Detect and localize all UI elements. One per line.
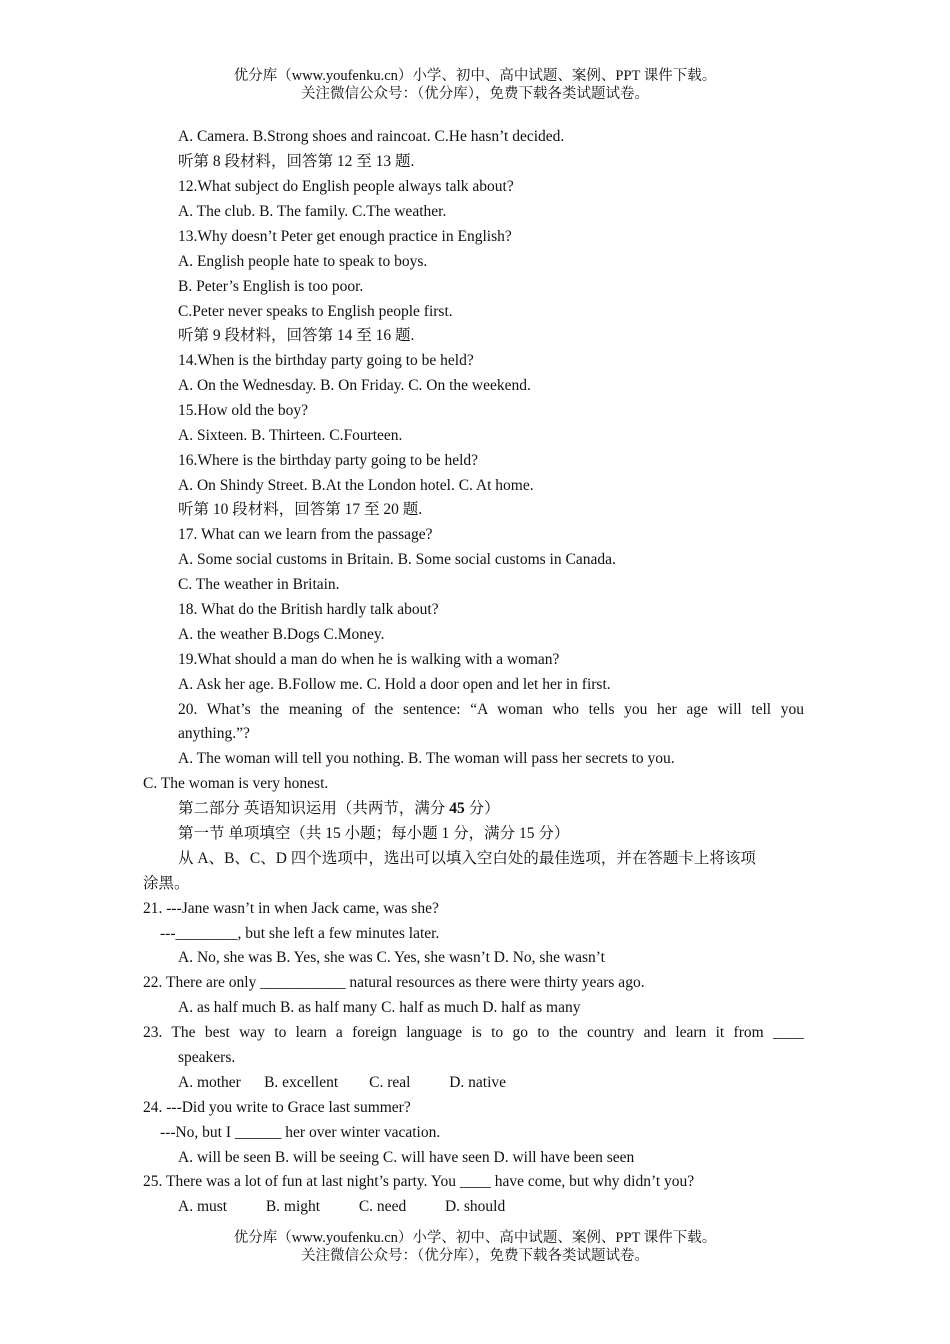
q17-options-ab: A. Some social customs in Britain. B. Some social customs in Canada. [178, 551, 616, 568]
q21-question: 21. ---Jane wasn’t in when Jack came, was she? [143, 900, 439, 917]
q22-question: 22. There are only ___________ natural resources as there were thirty years ago. [143, 974, 645, 991]
q20-question-cont: anything.”? [178, 725, 250, 742]
part2-heading-end: 分） [464, 800, 500, 817]
q24-question: 24. ---Did you write to Grace last summer? [143, 1099, 411, 1116]
q21-response: ---________, but she left a few minutes later. [160, 925, 440, 942]
section1-heading: 第一节 单项填空（共 15 小题；每小题 1 分，满分 15 分） [178, 825, 570, 842]
q13-option-b: B. Peter’s English is too poor. [178, 278, 364, 295]
q13-question: 13.Why doesn’t Peter get enough practice in English? [178, 228, 512, 245]
part2-score: 45 [449, 800, 465, 817]
q20-question: 20. What’s the meaning of the sentence: “A woman who tells you her age will tell you [178, 701, 804, 718]
q16-options: A. On Shindy Street. B.At the London hotel. C. At home. [178, 477, 534, 494]
footer-line-2: 关注微信公众号：（优分库），免费下载各类试题试卷。 [301, 1248, 649, 1264]
section8-instruction: 听第 8 段材料，回答第 12 至 13 题. [178, 153, 415, 170]
q17-question: 17. What can we learn from the passage? [178, 526, 433, 543]
footer-line-1: 优分库（www.youfenku.cn）小学、初中、高中试题、案例、PPT 课件下载。 [233, 1230, 717, 1246]
q15-options: A. Sixteen. B. Thirteen. C.Fourteen. [178, 427, 403, 444]
q15-question: 15.How old the boy? [178, 402, 309, 419]
q14-options: A. On the Wednesday. B. On Friday. C. On the weekend. [178, 377, 531, 394]
q17-option-c: C. The weather in Britain. [178, 576, 340, 593]
q18-options: A. the weather B.Dogs C.Money. [178, 626, 385, 643]
q11-options: A. Camera. B.Strong shoes and raincoat. C.He hasn’t decided. [178, 128, 565, 145]
q25-options: A. must B. might C. need D. should [178, 1198, 506, 1215]
q13-option-a: A. English people hate to speak to boys. [178, 253, 428, 270]
q21-options: A. No, she was B. Yes, she was C. Yes, she wasn’t D. No, she wasn’t [178, 949, 605, 966]
q23-question-cont: speakers. [178, 1049, 236, 1066]
q12-options: A. The club. B. The family. C.The weather. [178, 203, 447, 220]
q20-option-c: C. The woman is very honest. [143, 775, 329, 792]
section9-instruction: 听第 9 段材料，回答第 14 至 16 题. [178, 327, 415, 344]
page-header [0, 67, 950, 103]
q22-options: A. as half much B. as half many C. half as much D. half as many [178, 999, 581, 1016]
q12-question: 12.What subject do English people always talk about? [178, 178, 514, 195]
part2-heading-text: 第二部分 英语知识运用（共两节，满分 [178, 800, 450, 817]
q20-options-ab: A. The woman will tell you nothing. B. The woman will pass her secrets to you. [178, 750, 675, 767]
q14-question: 14.When is the birthday party going to be held? [178, 352, 474, 369]
q23-options: A. mother B. excellent C. real D. native [178, 1074, 507, 1091]
q16-question: 16.Where is the birthday party going to be held? [178, 452, 479, 469]
directions-line-2: 涂黑。 [143, 875, 190, 892]
q19-question: 19.What should a man do when he is walking with a woman? [178, 651, 560, 668]
q24-options: A. will be seen B. will be seeing C. will have seen D. will have been seen [178, 1149, 635, 1166]
q24-response: ---No, but I ______ her over winter vacation. [160, 1124, 441, 1141]
header-line-1: 优分库（www.youfenku.cn）小学、初中、高中试题、案例、PPT 课件下载。 [233, 68, 717, 84]
q13-option-c: C.Peter never speaks to English people first. [178, 303, 453, 320]
page-footer [0, 1229, 950, 1265]
q19-options: A. Ask her age. B.Follow me. C. Hold a door open and let her in first. [178, 676, 611, 693]
q25-question: 25. There was a lot of fun at last night’s party. You ____ have come, but why didn’t you? [143, 1173, 695, 1190]
header-line-2: 关注微信公众号：（优分库），免费下载各类试题试卷。 [301, 86, 649, 102]
q23-question: 23. The best way to learn a foreign language is to go to the country and learn it from ____ [143, 1024, 804, 1041]
part2-heading [178, 799, 500, 819]
directions-line-1: 从 A、B、C、D 四个选项中，选出可以填入空白处的最佳选项，并在答题卡上将该项 [178, 850, 756, 867]
q18-question: 18. What do the British hardly talk about? [178, 601, 439, 618]
section10-instruction: 听第 10 段材料，回答第 17 至 20 题. [178, 501, 423, 518]
